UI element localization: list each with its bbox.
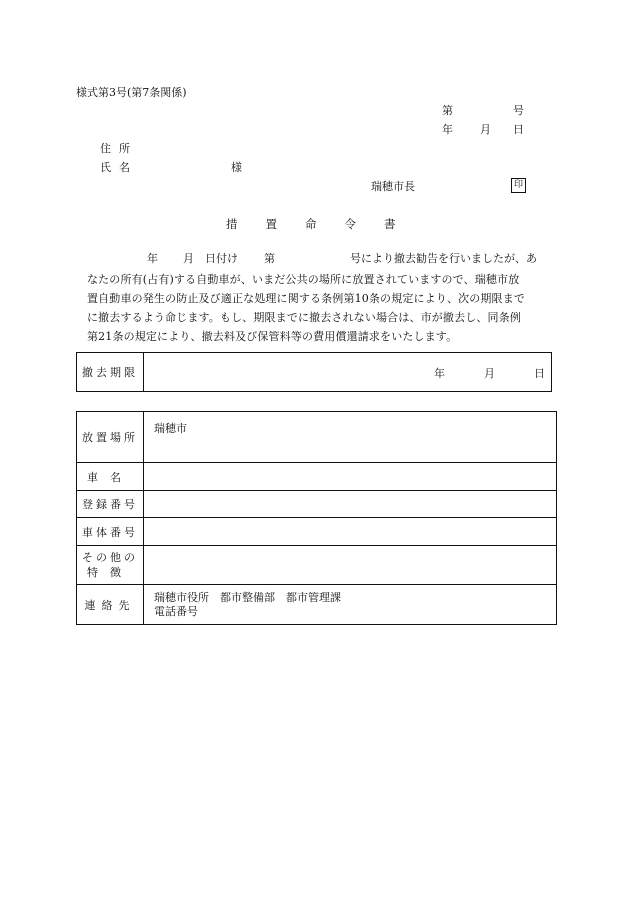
deadline-table xyxy=(76,352,552,392)
other-features-line: その他の xyxy=(82,551,138,564)
location-label: 放置場所 xyxy=(77,412,144,463)
intro-text: 号により撤去勧告を行いましたが、あ xyxy=(350,252,537,265)
other-features-value xyxy=(144,546,557,585)
body-number-value xyxy=(144,518,557,546)
registration-number-value xyxy=(144,491,557,518)
location-value: 瑞穂市 xyxy=(144,412,557,463)
car-name-label: 車名 xyxy=(77,463,144,491)
contact-label: 連絡先 xyxy=(77,585,144,625)
issuer-title: 瑞穂市長 xyxy=(371,180,415,193)
intro-number-prefix: 第 xyxy=(264,252,275,265)
intro-year: 年 xyxy=(147,252,158,265)
deadline-value xyxy=(144,353,552,392)
date-year: 年 xyxy=(442,123,453,136)
body-line: 第21条の規定により、撤去料及び保管料等の費用償還請求をいたします。 xyxy=(87,330,458,343)
body-paragraph xyxy=(87,270,551,346)
deadline-day: 日 xyxy=(534,367,545,380)
other-features-label xyxy=(77,546,144,585)
date-month: 月 xyxy=(480,123,491,136)
body-line: なたの所有(占有)する自動車が、いまだ公共の場所に放置されていますので、瑞穂市放 xyxy=(87,273,520,286)
intro-month: 月 xyxy=(183,252,194,265)
doc-number-prefix: 第 xyxy=(442,104,453,117)
vehicle-table xyxy=(76,411,557,625)
car-name-value xyxy=(144,463,557,491)
other-features-line: 特徴 xyxy=(87,566,133,579)
document-title: 措置命令書 xyxy=(226,217,424,231)
contact-office: 瑞穂市役所 都市整備部 都市管理課 xyxy=(154,590,341,604)
date-day: 日 xyxy=(513,123,524,136)
honorific: 様 xyxy=(231,161,242,174)
contact-phone: 電話番号 xyxy=(154,604,198,618)
name-label: 氏名 xyxy=(100,161,138,174)
deadline-year: 年 xyxy=(434,367,445,380)
deadline-month: 月 xyxy=(484,367,495,380)
body-line: 置自動車の発生の防止及び適正な処理に関する条例第10条の規定により、次の期限まで xyxy=(87,292,525,305)
form-number: 様式第3号(第7条関係) xyxy=(76,86,187,99)
registration-number-label: 登録番号 xyxy=(77,491,144,518)
body-number-label: 車体番号 xyxy=(77,518,144,546)
intro-day: 日付け xyxy=(205,252,238,265)
contact-value xyxy=(144,585,557,625)
address-label: 住所 xyxy=(100,142,138,155)
seal-mark: 印 xyxy=(511,178,526,193)
body-line: に撤去するよう命じます。もし、期限までに撤去されない場合は、市が撤去し、同条例 xyxy=(87,311,521,324)
doc-number-suffix: 号 xyxy=(513,104,524,117)
deadline-label: 撤去期限 xyxy=(77,353,144,392)
